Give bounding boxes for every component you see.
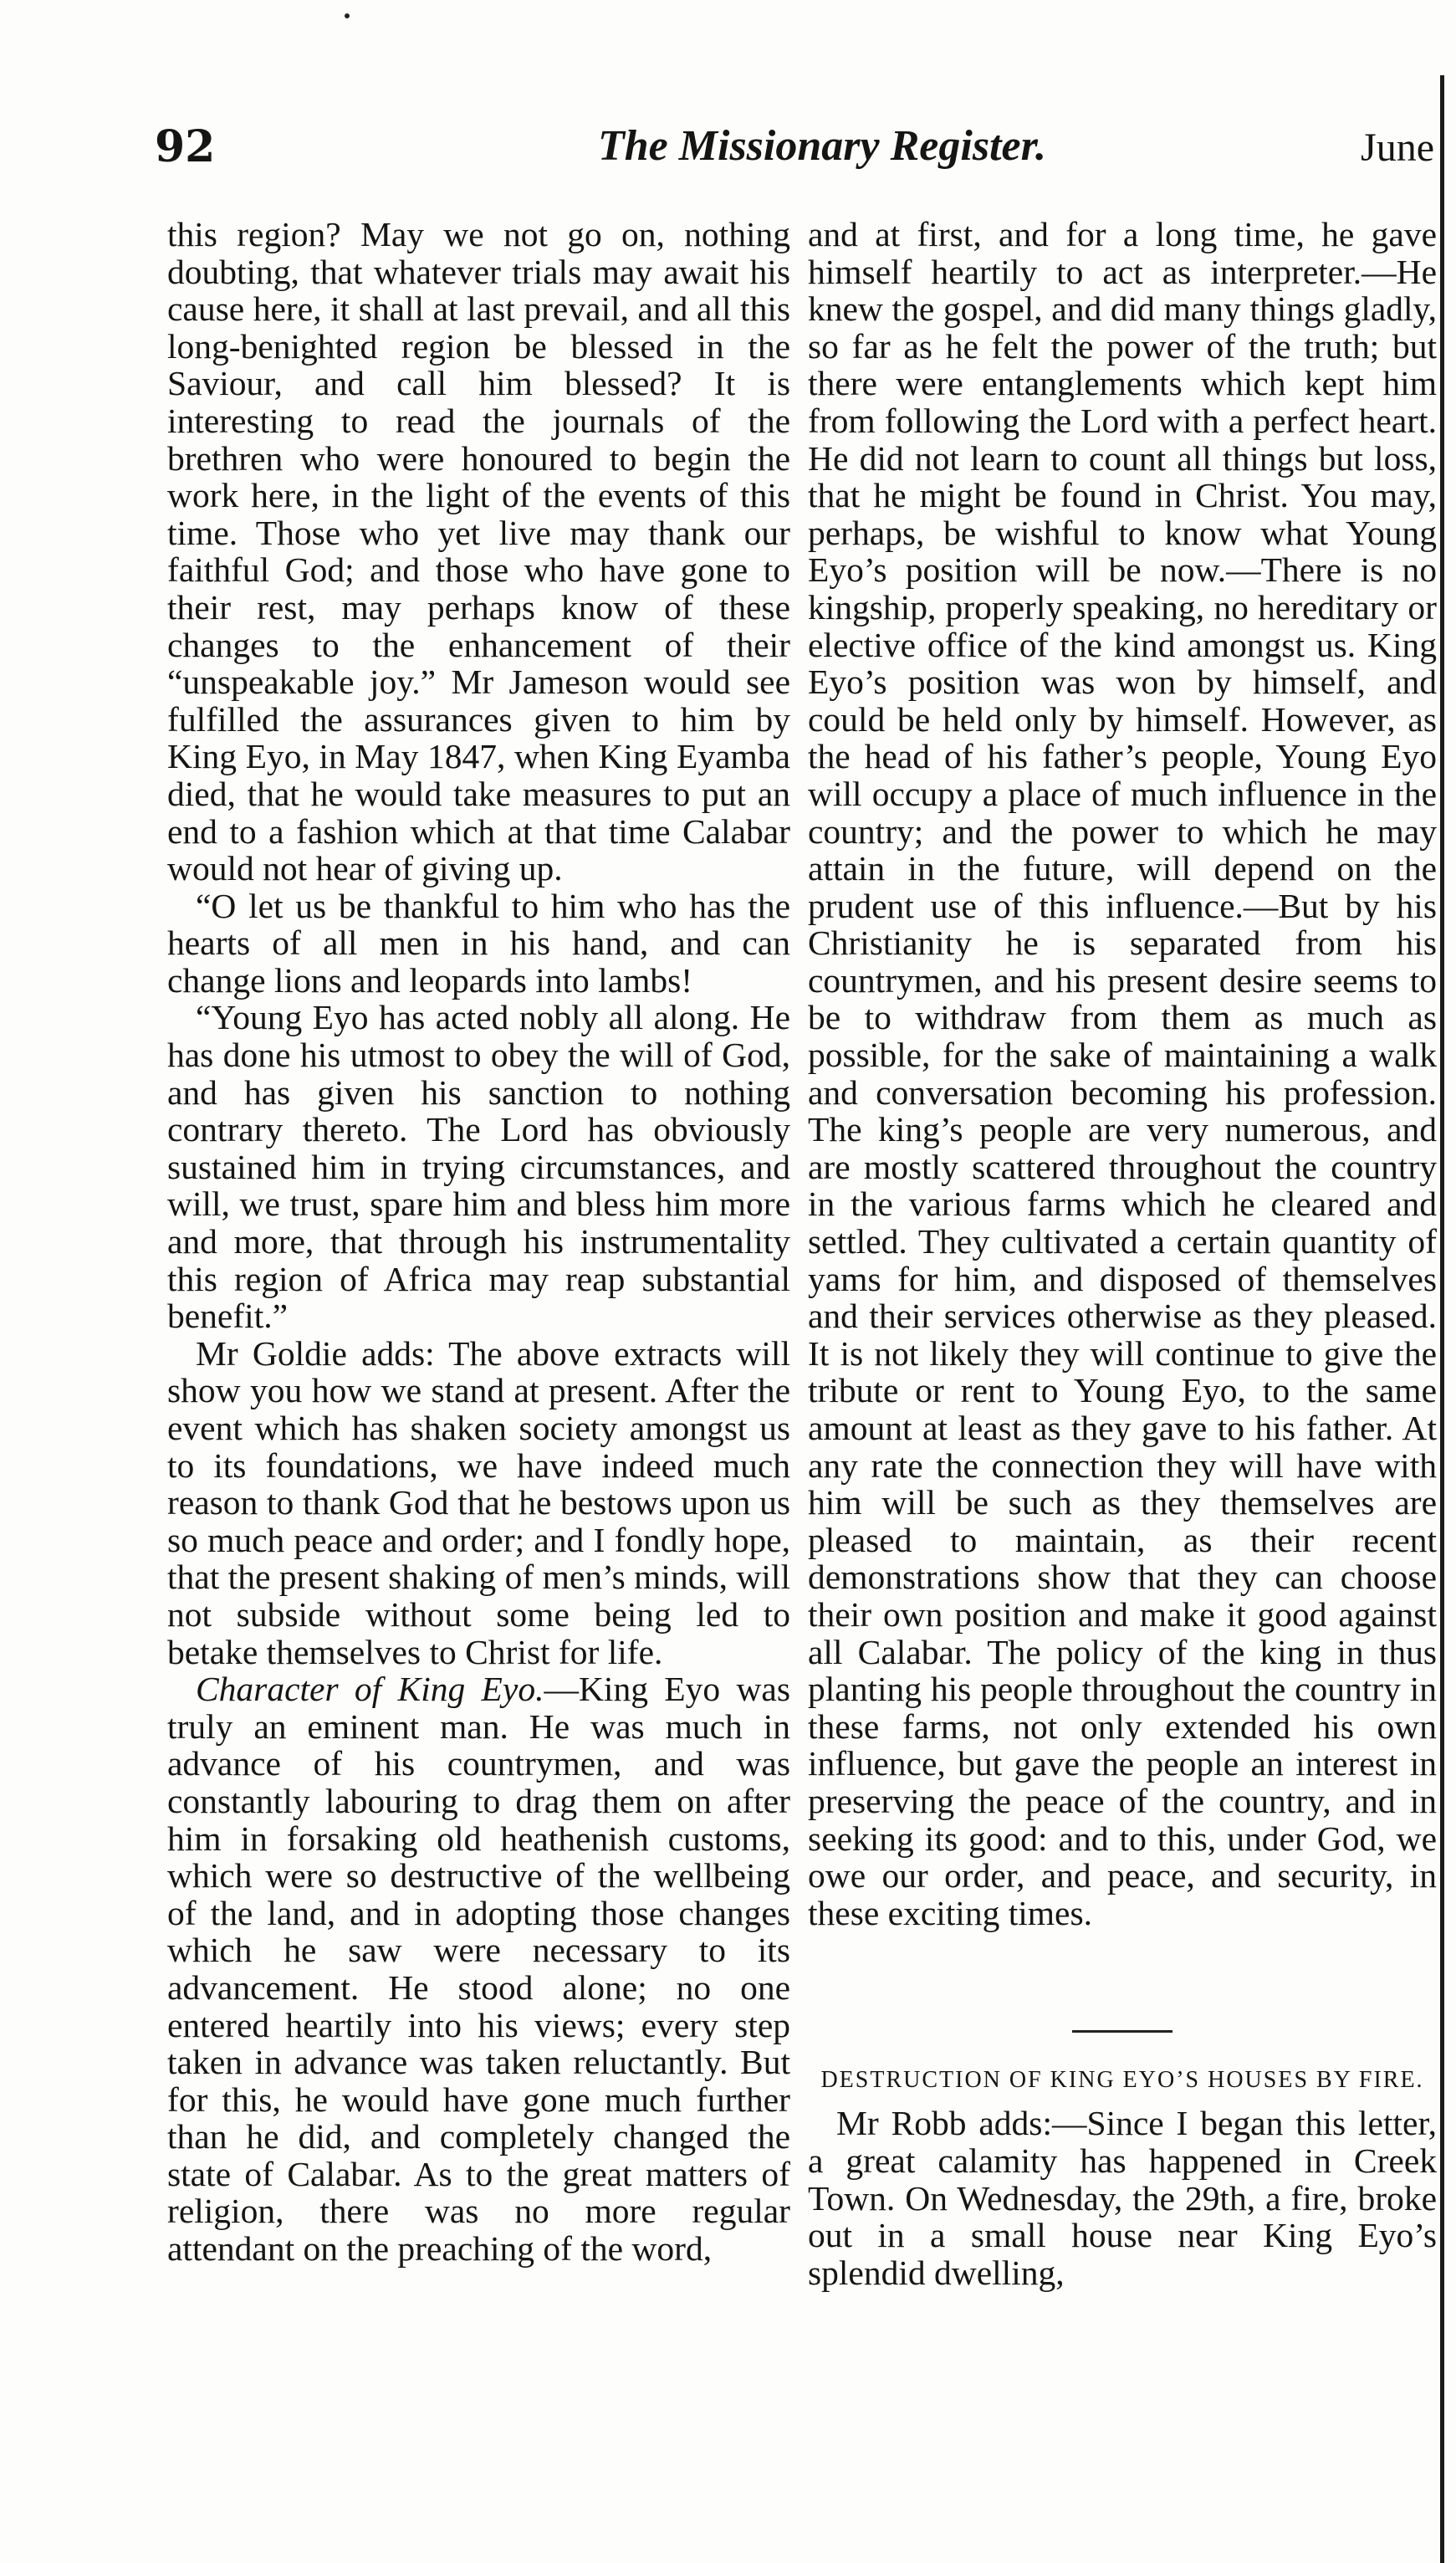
running-title: The Missionary Register.	[598, 122, 1046, 170]
page-edge-rule	[1440, 75, 1444, 2563]
paragraph: this region? May we not go on, nothing doubting, that whatever trials may await his cause here, it shall at last prevail, and all this long-benighted region be blessed in the Saviour, and call him blessed? It is interesting to read the journals of the brethren who were honoured to begin the work here, in the light of the events of this time. Those who yet live may thank our faithful God; and those who have gone to their rest, may perhaps know of these changes to the enhancement of their “unspeakable joy.” Mr Jameson would see fulfilled the assurances given to him by King Eyo, in May 1847, when King Eyamba died, that he would take measures to put an end to a fashion which at that time Calabar would not hear of giving up.	[167, 215, 790, 888]
character-text: —King Eyo was truly an eminent man. He was much in advance of his countrymen, and was constantly labouring to drag them on after him in forsaking old heathenish customs, which were so destructive of the wellbeing of the land, and in adopting those changes which he saw were necessary to its advancement. He stood alone; no one entered heartily into his views; every step taken in advance was taken reluctantly. But for this, he would have gone much further than he did, and completely changed the state of Calabar. As to the great matters of religion, there was no more regular attendant on the preaching of the word,	[167, 1670, 790, 2269]
left-column	[167, 216, 790, 2268]
section-heading: DESTRUCTION OF KING EYO’S HOUSES BY FIRE.	[820, 2067, 1424, 2094]
page-number: 92	[155, 121, 216, 172]
paragraph: “Young Eyo has acted nobly all along. He has done his utmost to obey the will of God, and has given his sanction to nothing contrary thereto. The Lord has obviously sustained him in trying circumstances, and will, we trust, spare him and bless him more and more, that through his instrumentality this region of Africa may reap substantial benefit.”	[167, 998, 790, 1336]
page-header	[155, 121, 1434, 188]
section-divider	[1072, 2030, 1172, 2033]
ink-speck	[345, 13, 350, 18]
paragraph: and at first, and for a long time, he gave himself heartily to act as interpreter.—He knew the gospel, and did many things gladly, so far as he felt the power of the truth; but there were entanglements which kept him from following the Lord with a perfect heart. He did not learn to count all things but loss, that he might be found in Christ. You may, perhaps, be wishful to know what Young Eyo’s position will be now.—There is no kingship, properly speaking, no hereditary or elective office of the kind amongst us. King Eyo’s position was won by himself, and could be held only by himself. However, as the head of his father’s people, Young Eyo will occupy a place of much influence in the country; and the power to which he may attain in the future, will depend on the prudent use of this influence.—But by his Christianity he is separated from his countrymen, and his present desire seems to be to withdraw from them as much as possible, for the sake of maintaining a walk and conversation becoming his profession. The king’s people are very numerous, and are mostly scattered throughout the country in the various farms which he cleared and settled. They cultivated a certain quantity of yams for him, and disposed of themselves and their services otherwise as they pleased. It is not likely they will continue to give the tribute or rent to Young Eyo, to the same amount at least as they gave to his father. At any rate the connection they will have with him will be such as they themselves are pleased to maintain, as their recent demonstrations show that they can choose their own position and make it good against all Calabar. The policy of the king in thus planting his people throughout the country in these farms, not only extended his own influence, but gave the people an interest in preserving the peace of the country, and in seeking its good: and to this, under God, we owe our order, and peace, and security, in these exciting times.	[808, 216, 1437, 1932]
paragraph: “O let us be thankful to him who has the hearts of all men in his hand, and can change lions and leopards into lambs!	[167, 886, 790, 1000]
character-paragraph	[167, 1670, 790, 2268]
character-lead: Character of King Eyo.	[196, 1670, 544, 1709]
paragraph: Mr Goldie adds: The above extracts will show you how we stand at present. After the event which has shaken society amongst us to its foundations, we have indeed much reason to thank God that he bestows upon us so much peace and order; and I fondly hope, that the present shaking of men’s minds, will not subside without some being led to betake themselves to Christ for life.	[167, 1333, 790, 1671]
right-column	[808, 216, 1437, 2563]
paragraph: Mr Robb adds:—Since I began this letter, a great calamity has happened in Creek Town. On Wednesday, the 29th, a fire, broke out in a small house near King Eyo’s splendid dwelling,	[808, 2104, 1437, 2292]
header-month: June	[1361, 125, 1434, 170]
